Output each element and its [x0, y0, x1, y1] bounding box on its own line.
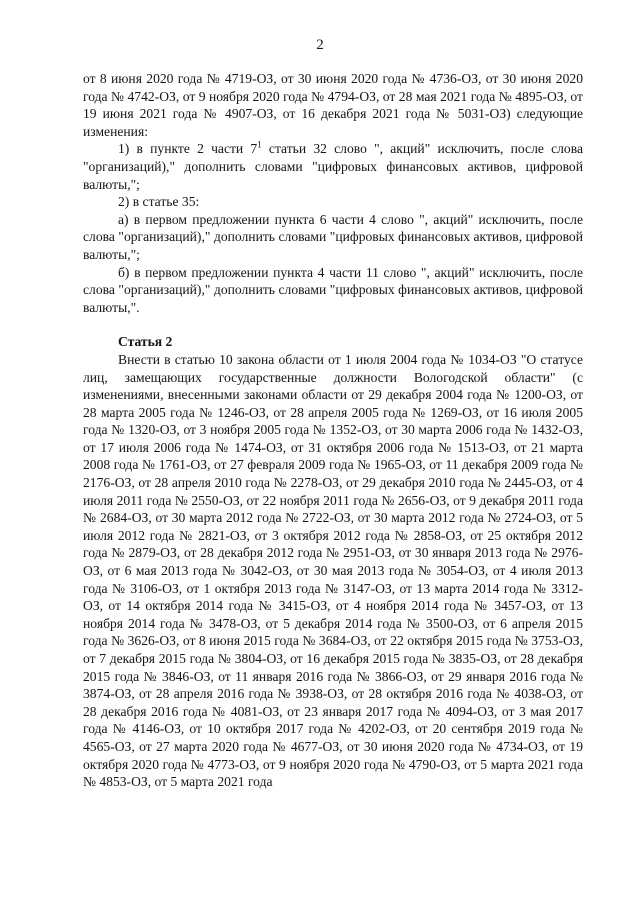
section-spacer	[83, 316, 583, 333]
item-2a-paragraph: а) в первом предложении пункта 6 части 4 слово ", акций" исключить, после слова "организаций)," дополнить словами "цифровых финансовых активов, цифровой валюты,";	[83, 211, 583, 262]
intro-paragraph: от 8 июня 2020 года № 4719-ОЗ, от 30 июня 2020 года № 4736-ОЗ, от 30 июня 2020 года № 4742-ОЗ, от 9 ноября 2020 года № 4794-ОЗ, от 28 мая 2021 года № 4895-ОЗ, от 19 июня 2021 года № 4907-ОЗ, от 16 декабря 2021 года № 5031-ОЗ) следующие изменения:	[83, 71, 583, 139]
item-1-text-after: статьи 32 слово ", акций" исключить, после слова "организаций)," дополнить словами "цифровых финансовых активов, цифровой валюты,";	[83, 141, 583, 192]
page-number: 2	[316, 37, 324, 53]
item-2-paragraph: 2) в статье 35:	[118, 194, 200, 210]
item-1-text-before: 1) в пункте 2 части 7	[118, 141, 258, 157]
item-2b-paragraph: б) в первом предложении пункта 4 части 11 слово ", акций" исключить, после слова "организаций)," дополнить словами "цифровых финансовых активов, цифровой валюты,".	[83, 264, 583, 315]
article-2-heading: Статья 2	[118, 334, 173, 350]
document-body	[83, 70, 583, 791]
item-1-superscript: 1	[257, 139, 262, 150]
item-1-paragraph	[83, 140, 583, 193]
article-2-paragraph: Внести в статью 10 закона области от 1 июля 2004 года № 1034-ОЗ "О статусе лиц, замещающих государственные должности Вологодской области" (с изменениями, внесенными законами области от 29 декабря 2004 года № 1200-ОЗ, от 28 марта 2005 года № 1246-ОЗ, от 28 апреля 2005 года № 1269-ОЗ, от 16 июля 2005 года № 1320-ОЗ, от 3 ноября 2005 года № 1352-ОЗ, от 30 марта 2006 года № 1432-ОЗ, от 17 июля 2006 года № 1474-ОЗ, от 31 октября 2006 года № 1513-ОЗ, от 21 марта 2008 года № 1761-ОЗ, от 27 февраля 2009 года № 1965-ОЗ, от 11 декабря 2009 года № 2176-ОЗ, от 28 апреля 2010 года № 2278-ОЗ, от 29 декабря 2010 года № 2445-ОЗ, от 4 июля 2011 года № 2550-ОЗ, от 22 ноября 2011 года № 2656-ОЗ, от 9 декабря 2011 года № 2684-ОЗ, от 30 марта 2012 года № 2722-ОЗ, от 30 марта 2012 года № 2724-ОЗ, от 5 июля 2012 года № 2821-ОЗ, от 3 октября 2012 года № 2858-ОЗ, от 25 октября 2012 года № 2879-ОЗ, от 28 декабря 2012 года № 2951-ОЗ, от 30 января 2013 года № 2976-ОЗ, от 6 мая 2013 года № 3042-ОЗ, от 30 мая 2013 года № 3054-ОЗ, от 4 июля 2013 года № 3106-ОЗ, от 1 октября 2013 года № 3147-ОЗ, от 13 марта 2014 года № 3312-ОЗ, от 14 октября 2014 года № 3415-ОЗ, от 4 ноября 2014 года № 3457-ОЗ, от 13 ноября 2014 года № 3478-ОЗ, от 5 декабря 2014 года № 3500-ОЗ, от 6 апреля 2015 года № 3626-ОЗ, от 8 июня 2015 года № 3684-ОЗ, от 22 октября 2015 года № 3753-ОЗ, от 7 декабря 2015 года № 3804-ОЗ, от 16 декабря 2015 года № 3835-ОЗ, от 28 декабря 2015 года № 3846-ОЗ, от 11 января 2016 года № 3866-ОЗ, от 29 января 2016 года № 3874-ОЗ, от 28 апреля 2016 года № 3938-ОЗ, от 28 октября 2016 года № 4038-ОЗ, от 28 декабря 2016 года № 4081-ОЗ, от 23 января 2017 года № 4094-ОЗ, от 3 мая 2017 года № 4146-ОЗ, от 10 октября 2017 года № 4202-ОЗ, от 20 сентября 2019 года № 4565-ОЗ, от 27 марта 2020 года № 4677-ОЗ, от 30 июня 2020 года № 4734-ОЗ, от 19 октября 2020 года № 4773-ОЗ, от 9 ноября 2020 года № 4790-ОЗ, от 5 марта 2021 года № 4853-ОЗ, от 5 марта 2021 года	[83, 351, 583, 790]
